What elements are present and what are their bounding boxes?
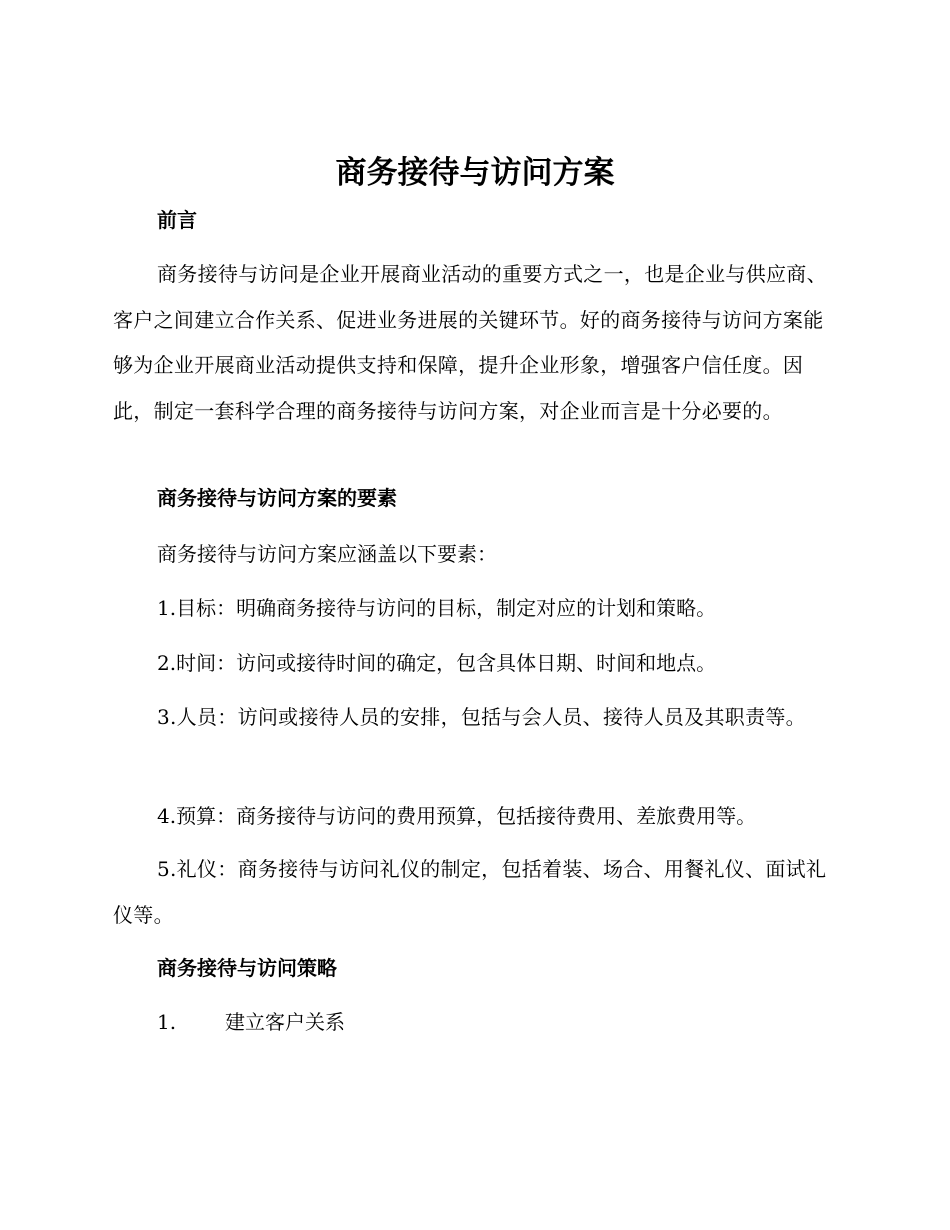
- preface-paragraph: 商务接待与访问是企业开展商业活动的重要方式之一，也是企业与供应商、客户之间建立合作关系、促进业务进展的关键环节。好的商务接待与访问方案能够为企业开展商业活动提供支持和保障，提升企业形象，增强客户信任度。因此，制定一套科学合理的商务接待与访问方案，对企业而言是十分必要的。: [113, 262, 827, 423]
- element-item-goal: 1.目标：明确商务接待与访问的目标，制定对应的计划和策略。: [157, 596, 717, 620]
- element-item-time: 2.时间：访问或接待时间的确定，包含具体日期、时间和地点。: [157, 651, 717, 675]
- elements-intro: 商务接待与访问方案应涵盖以下要素：: [157, 542, 497, 566]
- section-heading-strategy: 商务接待与访问策略: [157, 956, 337, 980]
- list-item-number: 1.: [157, 1010, 177, 1034]
- element-item-budget: 4.预算：商务接待与访问的费用预算，包括接待费用、差旅费用等。: [157, 804, 757, 828]
- section-heading-elements: 商务接待与访问方案的要素: [157, 486, 397, 510]
- element-item-personnel: 3.人员：访问或接待人员的安排，包括与会人员、接待人员及其职责等。: [157, 705, 806, 729]
- section-heading-preface: 前言: [157, 208, 197, 232]
- element-item-etiquette: 5.礼仪：商务接待与访问礼仪的制定，包括着装、场合、用餐礼仪、面试礼仪等。: [113, 857, 827, 927]
- strategy-list-item: [157, 1008, 345, 1036]
- list-item-text: 建立客户关系: [225, 1010, 345, 1034]
- document-title: 商务接待与访问方案: [335, 155, 615, 191]
